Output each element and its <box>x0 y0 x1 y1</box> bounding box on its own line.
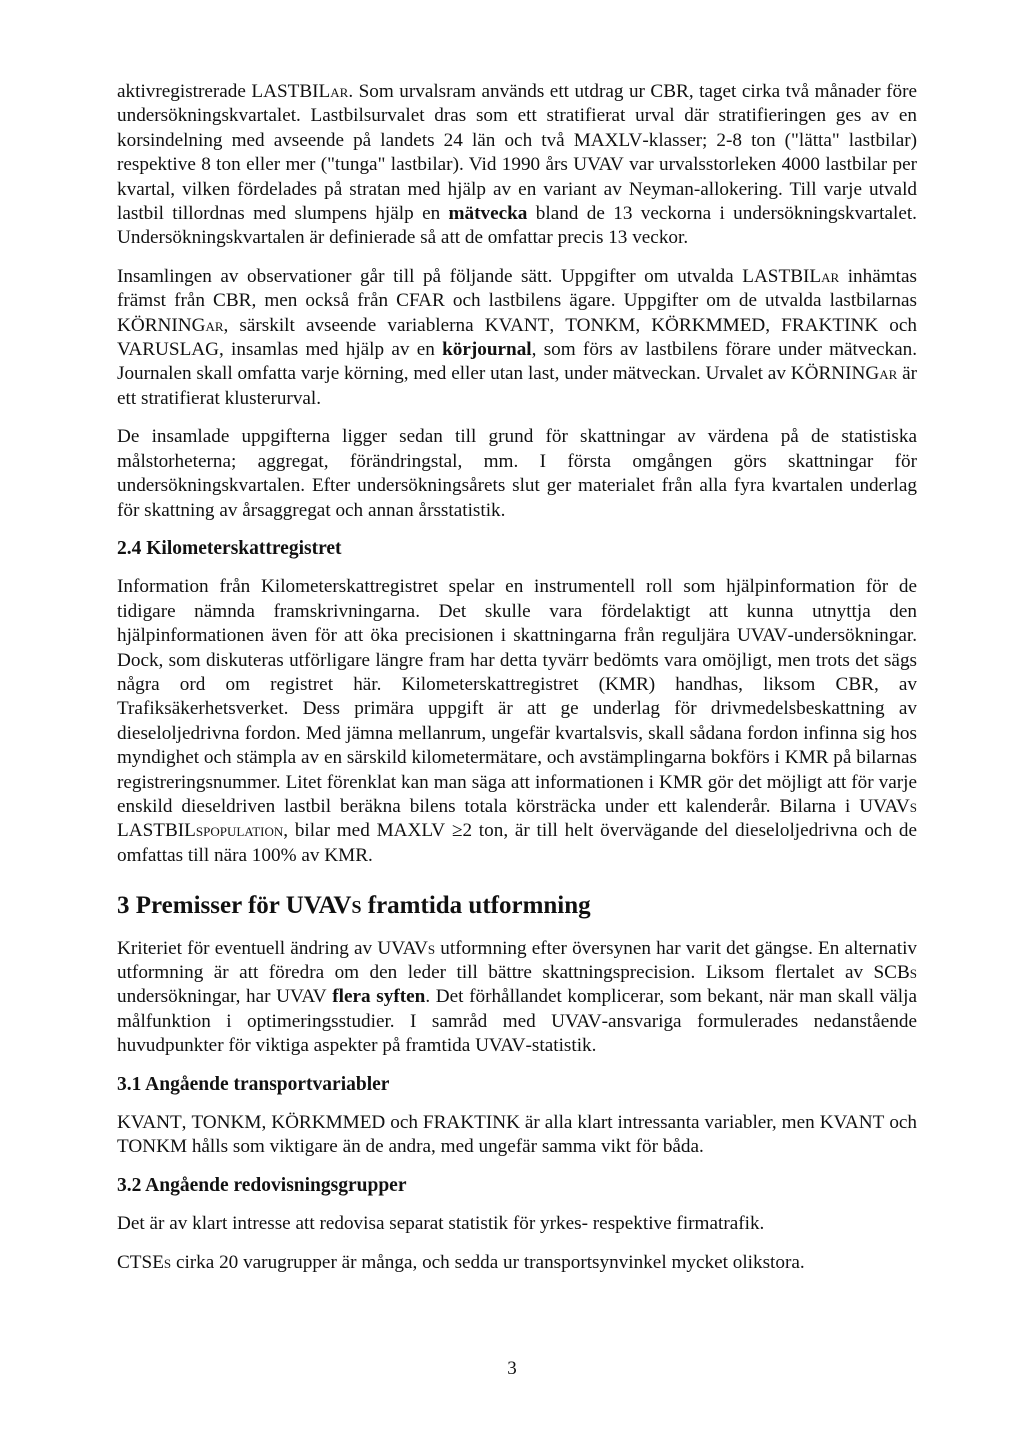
paragraph-reporting-groups: Det är av klart intresse att redovisa separat statistik för yrkes- respektive firmatrafik. <box>117 1213 765 1235</box>
heading-3: 3 Premisser för UVAVs framtida utformning <box>117 892 591 920</box>
term-maxlv: MAXLV <box>573 129 643 151</box>
paragraph-kmr: Information från Kilometerskattregistret spelar en instrumentell roll som hjälpinformation för de tidigare nämnda framskrivningarna. Det skulle vara fördelaktigt att kunna utnyttja den hjälpinformationen även för att öka precisionen i skattningarna från reguljära UVAV-undersökningar. Dock, som diskuteras utförligare längre fram har detta tyvärr bedömts vara omöjligt, men trots det sägs några ord om registret här. Kilometerskattregistret (KMR) handhas, liksom CBR, av Trafiksäkerhetsverket. Dess primära uppgift är att ge underlag för drivmedelsbeskattning av dieseloljedrivna fordon. Med jämna mellanrum, ungefär kvartalsvis, skall sådana fordon infinna sig hos myndighet och stämpla av en särskild kilometermätare, och avstämplingarna bokförs i KMR på bilarnas registreringsnummer. Litet förenklat kan man säga att informationen i KMR gör det möjligt att för varje enskild dieseldriven lastbil beräkna bilens totala körsträcka under ett kalenderår. Bilarna i UVAVs LASTBILspopulation, bilar med MAXLV ≥2 ton, är till helt övervägande del dieseloljedrivna och de omfattas till nära 100% av KMR. <box>117 576 917 866</box>
heading-3-2: 3.2 Angående redovisningsgrupper <box>117 1174 407 1196</box>
paragraph-sampling-frame: aktivregistrerade LASTBILar. Som urvalsram används ett utdrag ur CBR, taget cirka två månader före undersökningskvartalet. Lastbilsurvalet dras som ett stratifierat urval där stratifieringen ges av en korsindelning med avseende på landets 24 län och två MAXLV-klasser; 2-8 ton ("lätta" lastbilar) respektive 8 ton eller mer ("tunga" lastbilar). Vid 1990 års UVAV var urvalsstorleken 4000 lastbilar per kvartal, vilken fördelades på stratan med hjälp av en variant av Neyman-allokering. Till varje utvald lastbil tillordnas med slumpens hjälp en mätvecka bland de 13 veckorna i undersökningskvartalet. Undersökningskvartalen är definierade så att de omfattar precis 13 veckor. <box>117 81 918 249</box>
term-flera-syften: flera syften <box>332 986 426 1008</box>
paragraph-estimation: De insamlade uppgifterna ligger sedan till grund för skattningar av värdena på de statistiska målstorheterna; aggregat, förändringstal, mm. I första omgången görs skattningar för undersökningskvartalen. Efter undersökningsårets slut ger materialet från alla fyra kvartalen underlag för skattning av årsaggregat och annan årsstatistik. <box>117 426 917 521</box>
page-number: 3 <box>507 1358 517 1379</box>
term-uvav: UVAV <box>573 154 624 176</box>
paragraph-data-collection: Insamlingen av observationer går till på följande sätt. Uppgifter om utvalda LASTBILar inhämtas främst från CBR, men också från CFAR och lastbilens ägare. Uppgifter om de utvalda lastbilarnas KÖRNINGar, särskilt avseende variablerna KVANT, TONKM, KÖRKMMED, FRAKTINK och VARUSLAG, insamlas med hjälp av en körjournal, som förs av lastbilens förare under mätveckan. Journalen skall omfatta varje körning, med eller utan last, under mätveckan. Urvalet av KÖRNINGar är ett stratifierat klusterurval. <box>117 265 917 409</box>
heading-3-1: 3.1 Angående transportvariabler <box>117 1073 390 1095</box>
paragraph-criteria: Kriteriet för eventuell ändring av UVAVs utformning efter översynen har varit det gängse. En alternativ utformning är att föredra om den leder till bättre skattningsprecision. Liksom flertalet av SCBs undersökningar, har UVAV flera syften. Det förhållandet komplicerar, som bekant, när man skall välja målfunktion i optimeringsstudier. I samråd med UVAV-ansvariga formulerades nedanstående huvudpunkter för viktiga aspekter på framtida UVAV-statistik. <box>117 937 917 1057</box>
term-matvecka: mätvecka <box>448 203 528 225</box>
term-korjournal: körjournal <box>442 339 532 361</box>
paragraph-transport-variables: KVANT, TONKM, KÖRKMMED och FRAKTINK är alla klart intressanta variabler, men KVANT och TONKM hålls som viktigare än de andra, med ungefär samma vikt för båda. <box>117 1112 918 1158</box>
term-cbr: CBR <box>650 81 689 102</box>
term-lastbil: LASTBILar <box>251 81 349 102</box>
document-page <box>117 80 917 1289</box>
paragraph-goods-groups: CTSEs cirka 20 varugrupper är många, och sedda ur transportsynvinkel mycket olikstora. <box>117 1251 805 1273</box>
heading-2-4: 2.4 Kilometerskattregistret <box>117 537 342 559</box>
